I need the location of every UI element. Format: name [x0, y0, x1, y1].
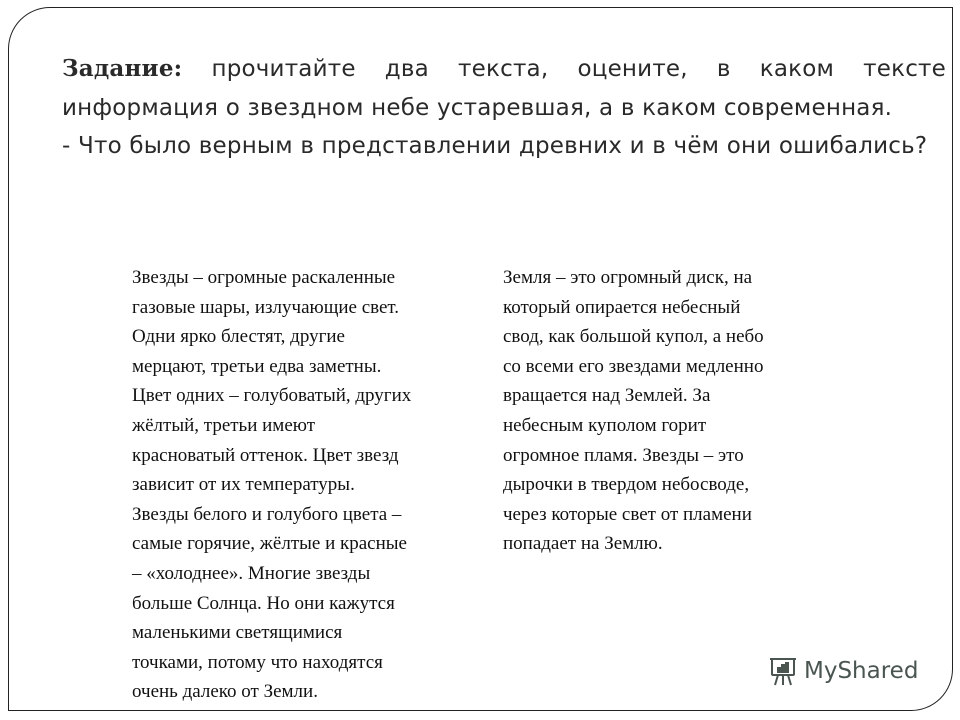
watermark-text: MyShared [804, 658, 919, 684]
task-paragraph [62, 50, 946, 127]
watermark-logo [768, 655, 918, 687]
task-block [62, 50, 946, 166]
task-question: - Что было верным в представлении древних и в чём они ошибались? [62, 133, 928, 159]
presentation-board-icon [768, 655, 798, 687]
ancient-text: Земля – это огромный диск, на который опирается небесный свод, как большой купол, а небо со всеми его звездами медленно вращается над Землей. За небесным куполом горит огромное пламя. Звезды – это дырочки в твердом небосводе, через которые свет от пламени попадает на Землю. [503, 267, 764, 555]
modern-text: Звезды – огромные раскаленные газовые шары, излучающие свет. Одни ярко блестят, другие мерцают, третьи едва заметны. Цвет одних – голубоватый, других жёлтый, третьи имеют красноватый оттенок. Цвет звезд зависит от их температуры. Звезды белого и голубого цвета – самые горячие, жёлтые и красные – «холоднее». Многие звезды больше Солнца. Но они кажутся маленькими светящимися точками, потому что находятся очень далеко от Земли. [132, 267, 412, 703]
task-label: Задание: [62, 55, 183, 82]
task-text: прочитайте два текста, оцените, в каком тексте информация о звездном небе устаревшая, а в каком современная. [62, 56, 946, 121]
